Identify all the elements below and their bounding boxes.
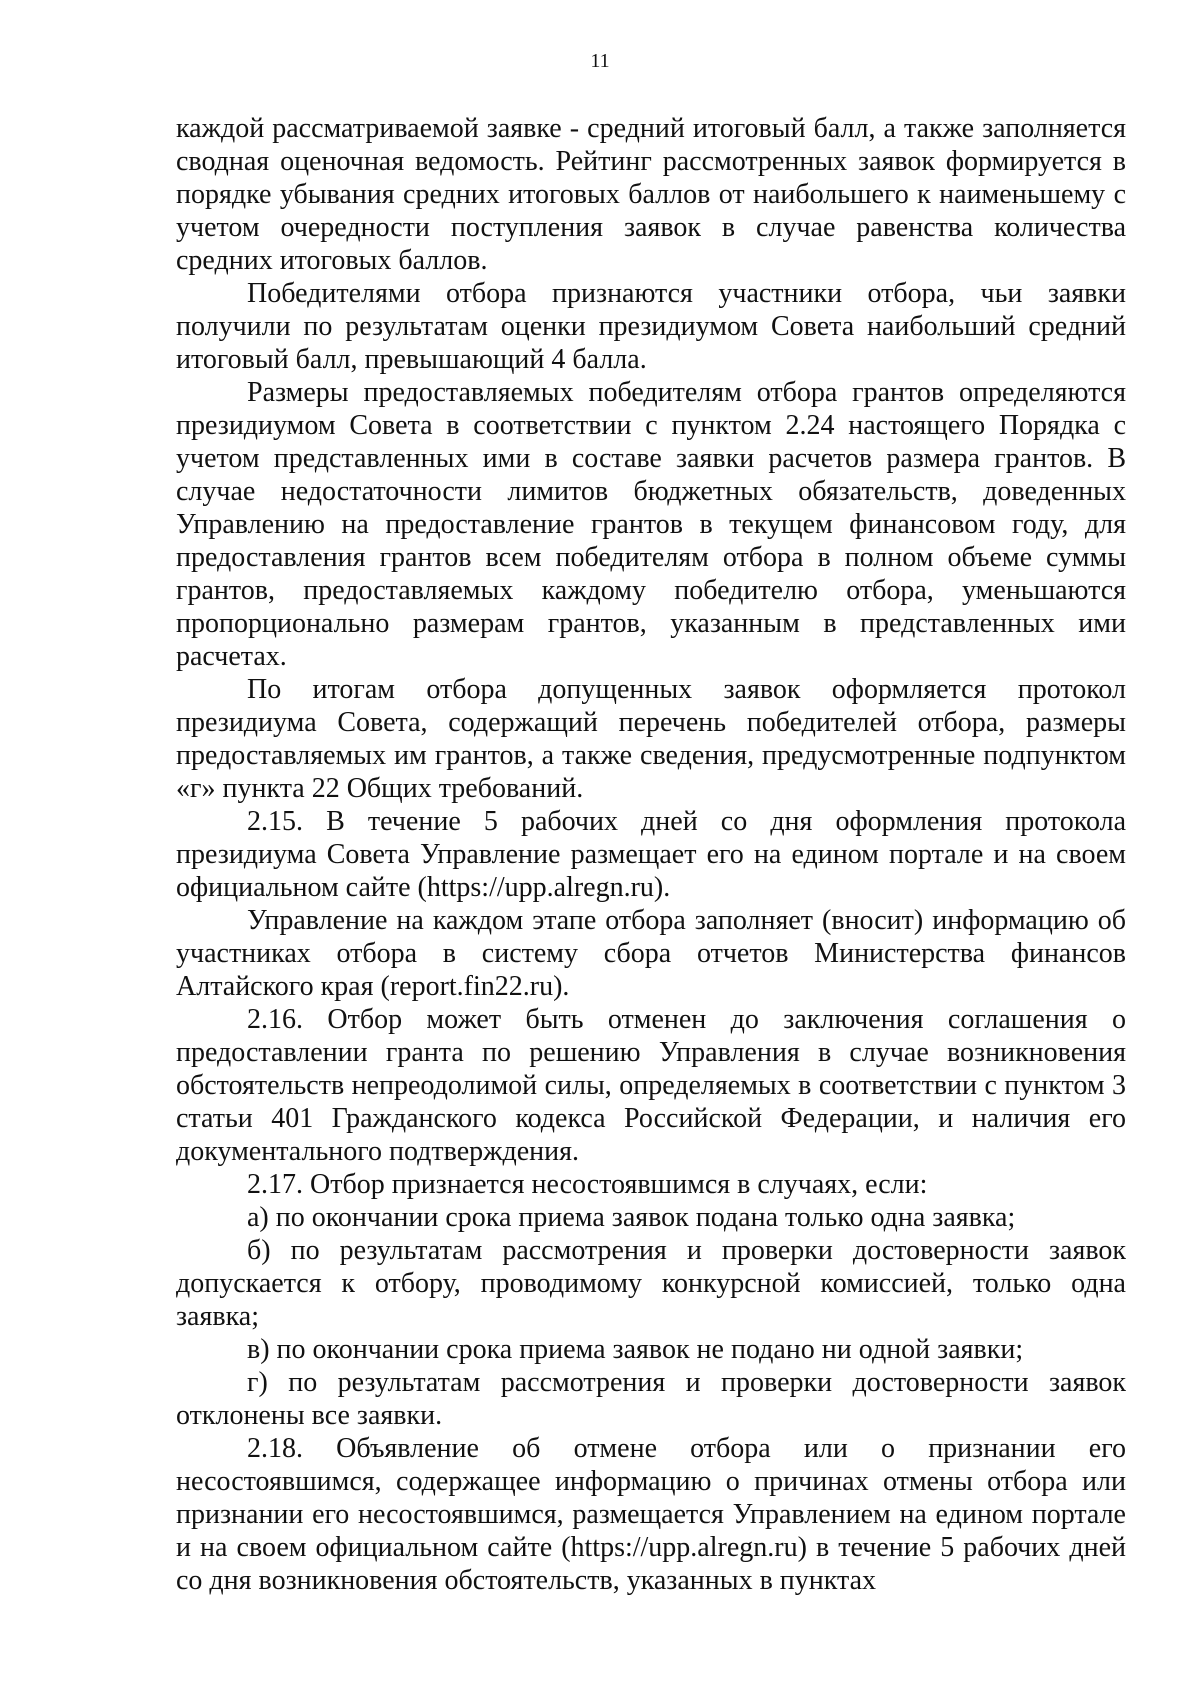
paragraph-2-15: 2.15. В течение 5 рабочих дней со дня оформления протокола президиума Совета Управление размещает его на едином портале и на своем официальном сайте (https://upp.alregn.ru). <box>176 806 1126 903</box>
paragraph-2-18: 2.18. Объявление об отмене отбора или о признании его несостоявшимся, содержащее информацию о причинах отмены отбора или признании его несостоявшимся, размещается Управлением на едином портале и на своем официальном сайте (https://upp.alregn.ru) в течение 5 рабочих дней со дня возникновения обстоятельств, указанных в пунктах <box>176 1433 1126 1596</box>
paragraph-continuation: каждой рассматриваемой заявке - средний итоговый балл, а также заполняется сводная оценочная ведомость. Рейтинг рассмотренных заявок формируется в порядке убывания средних итоговых баллов от наибольшего к наименьшему с учетом очередности поступления заявок в случае равенства количества средних итоговых баллов. <box>176 113 1126 276</box>
list-item-g: г) по результатам рассмотрения и проверки достоверности заявок отклонены все заявки. <box>176 1367 1126 1431</box>
paragraph-2-17: 2.17. Отбор признается несостоявшимся в случаях, если: <box>247 1169 928 1200</box>
list-item-b: б) по результатам рассмотрения и проверки достоверности заявок допускается к отбору, проводимому конкурсной комиссией, только одна заявка; <box>176 1235 1126 1332</box>
list-item-a: а) по окончании срока приема заявок подана только одна заявка; <box>247 1202 1016 1233</box>
paragraph-report-system: Управление на каждом этапе отбора заполняет (вносит) информацию об участниках отбора в систему сбора отчетов Министерства финансов Алтайского края (report.fin22.ru). <box>176 905 1126 1002</box>
paragraph-2-16: 2.16. Отбор может быть отменен до заключения соглашения о предоставлении гранта по решению Управления в случае возникновения обстоятельств непреодолимой силы, определяемых в соответствии с пунктом 3 статьи 401 Гражданского кодекса Российской Федерации, и наличия его документального подтверждения. <box>176 1004 1126 1167</box>
paragraph-grant-sizes: Размеры предоставляемых победителям отбора грантов определяются президиумом Совета в соответствии с пунктом 2.24 настоящего Порядка с учетом представленных ими в составе заявки расчетов размера грантов. В случае недостаточности лимитов бюджетных обязательств, доведенных Управлению на предоставление грантов в текущем финансовом году, для предоставления грантов всем победителям отбора в полном объеме суммы грантов, предоставляемых каждому победителю отбора, уменьшаются пропорционально размерам грантов, указанным в представленных ими расчетах. <box>176 377 1126 672</box>
page-number: 11 <box>590 50 610 72</box>
list-item-v: в) по окончании срока приема заявок не подано ни одной заявки; <box>247 1334 1024 1365</box>
paragraph-protocol: По итогам отбора допущенных заявок оформляется протокол президиума Совета, содержащий перечень победителей отбора, размеры предоставляемых им грантов, а также сведения, предусмотренные подпунктом «г» пункта 22 Общих требований. <box>176 674 1126 804</box>
body-text <box>176 112 1126 1597</box>
paragraph-winners: Победителями отбора признаются участники отбора, чьи заявки получили по результатам оценки президиумом Совета наибольший средний итоговый балл, превышающий 4 балла. <box>176 278 1126 375</box>
